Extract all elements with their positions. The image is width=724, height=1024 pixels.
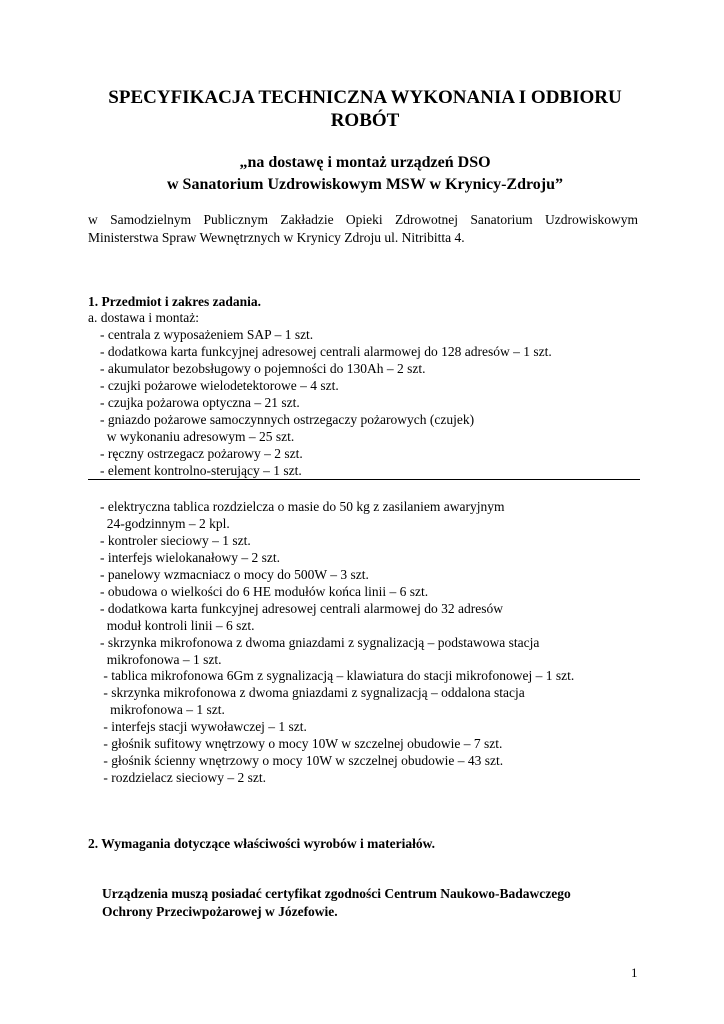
intro-paragraph xyxy=(88,211,638,247)
list-item: - centrala z wyposażeniem SAP – 1 szt. xyxy=(100,327,314,342)
intro-line-2: Ministerstwa Spraw Wewnętrznych w Krynicy Zdroju ul. Nitribitta 4. xyxy=(88,230,465,245)
list-item: 24-godzinnym – 2 kpl. xyxy=(100,516,230,531)
list-item: - panelowy wzmacniacz o mocy do 500W – 3 szt. xyxy=(100,567,369,582)
title-line-1: SPECYFIKACJA TECHNICZNA WYKONANIA I ODBIORU xyxy=(108,87,622,108)
list-item: - rozdzielacz sieciowy – 2 szt. xyxy=(100,770,267,785)
list-item: - element kontrolno-sterujący – 1 szt. xyxy=(100,463,302,478)
list-item: - obudowa o wielkości do 6 HE modułów końca linii – 6 szt. xyxy=(100,584,429,599)
page-number: 1 xyxy=(631,965,638,980)
list-item: - dodatkowa karta funkcyjnej adresowej centrali alarmowej do 32 adresów xyxy=(100,601,503,616)
section-1-heading: 1. Przedmiot i zakres zadania. xyxy=(88,294,261,309)
subtitle-line-2: w Sanatorium Uzdrowiskowym MSW w Krynicy-Zdroju” xyxy=(166,176,564,193)
page-break-rule xyxy=(88,479,640,480)
list-item: mikrofonowa – 1 szt. xyxy=(100,702,225,717)
list-item: w wykonaniu adresowym – 25 szt. xyxy=(100,429,295,444)
list-item: - elektryczna tablica rozdzielcza o masie do 50 kg z zasilaniem awaryjnym xyxy=(100,499,505,514)
list-item: - czujki pożarowe wielodetektorowe – 4 szt. xyxy=(100,378,339,393)
requirement-line-2: Ochrony Przeciwpożarowej w Józefowie. xyxy=(102,904,338,919)
document-title xyxy=(90,86,640,132)
list-item: - czujka pożarowa optyczna – 21 szt. xyxy=(100,395,300,410)
list-item: - interfejs wielokanałowy – 2 szt. xyxy=(100,550,280,565)
intro-line-1: w Samodzielnym Publicznym Zakładzie Opieki Zdrowotnej Sanatorium Uzdrowiskowym xyxy=(88,212,638,227)
list-item: - akumulator bezobsługowy o pojemności do 130Ah – 2 szt. xyxy=(100,361,426,376)
list-item: - tablica mikrofonowa 6Gm z sygnalizacją – klawiatura do stacji mikrofonowej – 1 szt. xyxy=(100,668,575,683)
list-item: - głośnik sufitowy wnętrzowy o mocy 10W w szczelnej obudowie – 7 szt. xyxy=(100,736,503,751)
section-2-heading: 2. Wymagania dotyczące właściwości wyrobów i materiałów. xyxy=(88,836,435,851)
list-item: - kontroler sieciowy – 1 szt. xyxy=(100,533,251,548)
list-item: - dodatkowa karta funkcyjnej adresowej centrali alarmowej do 128 adresów – 1 szt. xyxy=(100,344,552,359)
subtitle-line-1: „na dostawę i montaż urządzeń DSO xyxy=(239,154,491,171)
list-item: - ręczny ostrzegacz pożarowy – 2 szt. xyxy=(100,446,303,461)
requirement-line-1: Urządzenia muszą posiadać certyfikat zgodności Centrum Naukowo-Badawczego xyxy=(102,886,571,901)
list-item: moduł kontroli linii – 6 szt. xyxy=(100,618,255,633)
list-item: - skrzynka mikrofonowa z dwoma gniazdami z sygnalizacją – oddalona stacja xyxy=(100,685,525,700)
list-item: mikrofonowa – 1 szt. xyxy=(100,652,222,667)
section-1-subheading: a. dostawa i montaż: xyxy=(88,310,199,325)
document-subtitle xyxy=(90,152,640,196)
list-item: - gniazdo pożarowe samoczynnych ostrzegaczy pożarowych (czujek) xyxy=(100,412,475,427)
list-item: - głośnik ścienny wnętrzowy o mocy 10W w szczelnej obudowie – 43 szt. xyxy=(100,753,504,768)
list-item: - interfejs stacji wywoławczej – 1 szt. xyxy=(100,719,307,734)
title-line-2: ROBÓT xyxy=(330,110,400,131)
list-item: - skrzynka mikrofonowa z dwoma gniazdami z sygnalizacją – podstawowa stacja xyxy=(100,635,540,650)
